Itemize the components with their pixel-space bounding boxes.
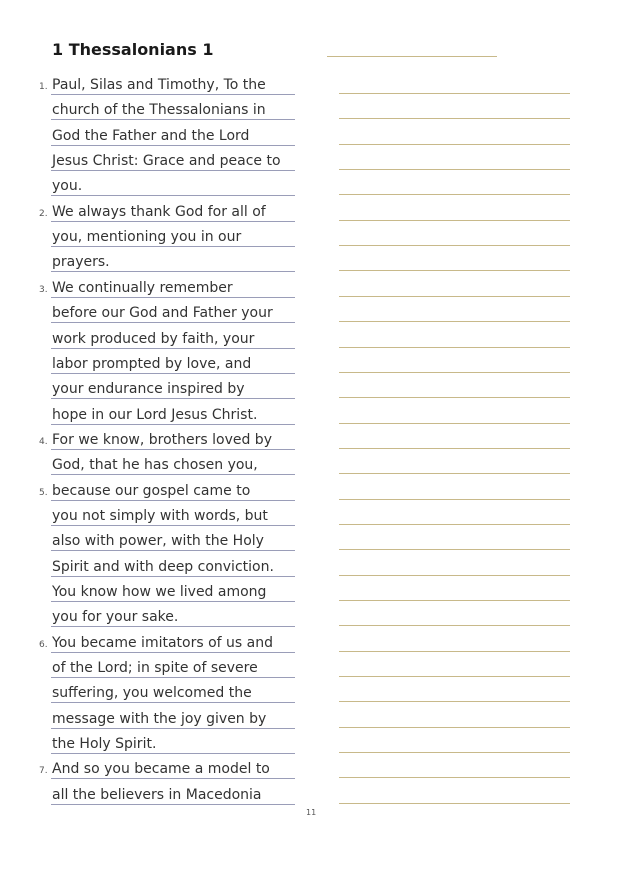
text-rule-line <box>51 348 295 349</box>
verse-text-line: We continually remember <box>52 279 233 296</box>
text-rule-line <box>51 119 295 120</box>
text-rule-line <box>51 702 295 703</box>
writing-line[interactable] <box>339 118 570 119</box>
title-writing-line <box>327 56 497 57</box>
writing-line[interactable] <box>339 625 570 626</box>
writing-line[interactable] <box>339 676 570 677</box>
text-rule-line <box>51 246 295 247</box>
writing-line[interactable] <box>339 397 570 398</box>
writing-line[interactable] <box>339 777 570 778</box>
writing-line[interactable] <box>339 245 570 246</box>
text-rule-line <box>51 576 295 577</box>
page-title: 1 Thessalonians 1 <box>52 40 214 59</box>
verse-text-line: also with power, with the Holy <box>52 533 264 550</box>
verse-text-line: God the Father and the Lord <box>52 127 250 144</box>
text-rule-line <box>51 94 295 95</box>
text-rule-line <box>51 170 295 171</box>
verse-text-line: your endurance inspired by <box>52 381 245 398</box>
verse-text-line: message with the joy given by <box>52 710 267 727</box>
verse-text-line: work produced by faith, your <box>52 330 255 347</box>
text-rule-line <box>51 195 295 196</box>
verse-text-line: you not simply with words, but <box>52 507 268 524</box>
text-rule-line <box>51 804 295 805</box>
writing-line[interactable] <box>339 194 570 195</box>
writing-line[interactable] <box>339 803 570 804</box>
writing-line[interactable] <box>339 372 570 373</box>
verse-number: 5. <box>39 487 48 498</box>
writing-line[interactable] <box>339 296 570 297</box>
text-rule-line <box>51 145 295 146</box>
text-rule-line <box>51 778 295 779</box>
verse-text-line: because our gospel came to <box>52 482 251 499</box>
writing-line[interactable] <box>339 499 570 500</box>
verse-text-line: you, mentioning you in our <box>52 229 242 246</box>
verse-text-line: all the believers in Macedonia <box>52 786 262 803</box>
verse-text-line: church of the Thessalonians in <box>52 102 266 119</box>
text-rule-line <box>51 500 295 501</box>
verse-text-line: You became imitators of us and <box>52 634 273 651</box>
verse-number: 2. <box>39 208 48 219</box>
writing-line[interactable] <box>339 321 570 322</box>
verse-number: 6. <box>39 639 48 650</box>
text-rule-line <box>51 728 295 729</box>
writing-line[interactable] <box>339 93 570 94</box>
writing-line[interactable] <box>339 549 570 550</box>
verse-text-line: prayers. <box>52 254 110 271</box>
writing-line[interactable] <box>339 423 570 424</box>
text-rule-line <box>51 677 295 678</box>
verse-text-line: suffering, you welcomed the <box>52 685 252 702</box>
writing-line[interactable] <box>339 144 570 145</box>
verse-text-line: And so you became a model to <box>52 761 270 778</box>
verse-text-line: before our God and Father your <box>52 305 273 322</box>
writing-line[interactable] <box>339 220 570 221</box>
writing-line[interactable] <box>339 600 570 601</box>
writing-line[interactable] <box>339 270 570 271</box>
verse-text-line: labor prompted by love, and <box>52 355 252 372</box>
page-number: 11 <box>306 808 317 817</box>
verse-text-line: you for your sake. <box>52 609 179 626</box>
writing-line[interactable] <box>339 169 570 170</box>
writing-line[interactable] <box>339 448 570 449</box>
text-rule-line <box>51 322 295 323</box>
verse-number: 7. <box>39 766 48 777</box>
text-rule-line <box>51 474 295 475</box>
verse-text-line: Jesus Christ: Grace and peace to <box>52 153 281 170</box>
text-rule-line <box>51 373 295 374</box>
text-rule-line <box>51 753 295 754</box>
text-rule-line <box>51 424 295 425</box>
text-rule-line <box>51 601 295 602</box>
text-rule-line <box>51 297 295 298</box>
verse-text-line: of the Lord; in spite of severe <box>52 660 258 677</box>
verse-text-line: We always thank God for all of <box>52 203 266 220</box>
verse-number: 3. <box>39 284 48 295</box>
verse-text-line: Paul, Silas and Timothy, To the <box>52 77 266 93</box>
writing-line[interactable] <box>339 575 570 576</box>
text-rule-line <box>51 449 295 450</box>
writing-line[interactable] <box>339 524 570 525</box>
text-rule-line <box>51 271 295 272</box>
writing-line[interactable] <box>339 347 570 348</box>
text-rule-line <box>51 626 295 627</box>
verse-text-line: hope in our Lord Jesus Christ. <box>52 406 258 423</box>
text-rule-line <box>51 221 295 222</box>
writing-line[interactable] <box>339 651 570 652</box>
text-rule-line <box>51 550 295 551</box>
verse-number: 1. <box>39 82 48 92</box>
verse-number: 4. <box>39 436 48 447</box>
writing-line[interactable] <box>339 701 570 702</box>
verse-text-line: God, that he has chosen you, <box>52 457 258 474</box>
writing-line[interactable] <box>339 473 570 474</box>
verse-text-line: For we know, brothers loved by <box>52 431 272 448</box>
text-rule-line <box>51 398 295 399</box>
text-rule-line <box>51 652 295 653</box>
verse-text-line: the Holy Spirit. <box>52 736 157 753</box>
verse-text-line: you. <box>52 178 83 195</box>
verse-text-line: You know how we lived among <box>52 584 267 600</box>
verse-text-line: Spirit and with deep conviction. <box>52 558 274 575</box>
text-rule-line <box>51 525 295 526</box>
writing-line[interactable] <box>339 727 570 728</box>
writing-line[interactable] <box>339 752 570 753</box>
